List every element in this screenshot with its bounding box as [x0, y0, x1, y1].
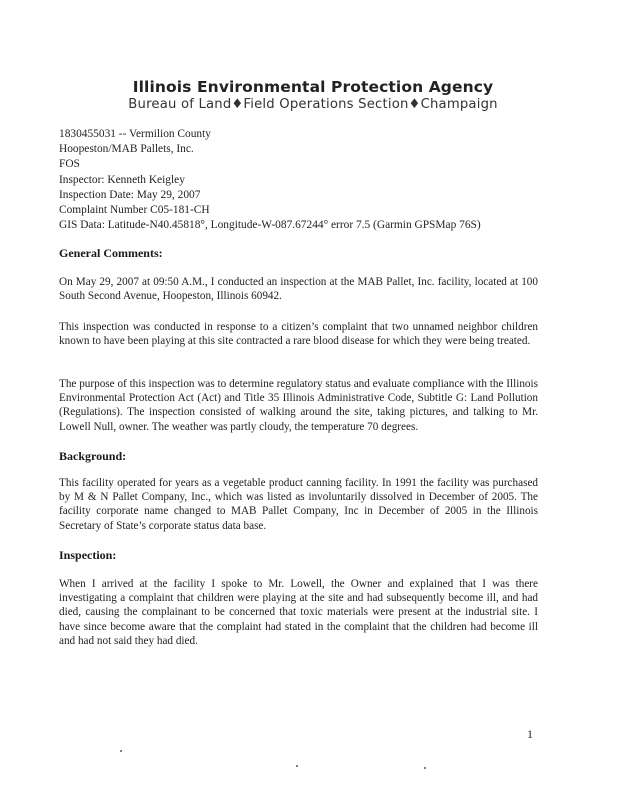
- inspector-line: Inspector: Kenneth Keigley: [59, 173, 185, 186]
- site-info-block: [59, 127, 559, 233]
- background-paragraph: This facility operated for years as a vegetable product canning facility. In 1991 the facility was purchased by M & N Pallet Company, Inc., which was listed as involuntarily dissolved in December of 2005. The facility corporate name changed to MAB Pallet Company, Inc in December of 2005 in the Illinois Secretary of State’s corporate status data base.: [59, 477, 538, 532]
- facility-name-line: Hoopeston/MAB Pallets, Inc.: [59, 143, 194, 156]
- scan-speck: [120, 750, 122, 752]
- scan-speck: [424, 767, 426, 769]
- general-comments-paragraph-2: This inspection was conducted in response to a citizen’s complaint that two unnamed neighbor children known to have been playing at this site contracted a rare blood disease for which they were being treated.: [59, 321, 538, 348]
- site-id-line: 1830455031 -- Vermilion County: [59, 128, 211, 140]
- agency-title: Illinois Environmental Protection Agency: [132, 78, 494, 96]
- inspection-date-line: Inspection Date: May 29, 2007: [59, 188, 201, 201]
- complaint-number-line: Complaint Number C05-181-CH: [59, 204, 210, 217]
- gis-data-line: GIS Data: Latitude-N40.45818°, Longitude-W-087.67244° error 7.5 (Garmin GPSMap 76S): [59, 219, 481, 232]
- general-comments-paragraph-3: The purpose of this inspection was to determine regulatory status and evaluate compliance with the Illinois Environmental Protection Act (Act) and Title 35 Illinois Administrative Code, Subtitle G: Land Pollution (Regulations). The inspection consisted of walking around the site, taking pictures, and talking to Mr. Lowell Null, owner. The weather was partly cloudy, the temperature 70 degrees.: [59, 378, 538, 433]
- inspection-paragraph: When I arrived at the facility I spoke to Mr. Lowell, the Owner and explained that I was there investigating a complaint that children were playing at the site and had subsequently become ill, and had died, causing the complainant to be concerned that toxic materials were present at the industrial site. I have since become aware that the complaint had stated in the complaint that the children had become ill and had not said they had died.: [59, 578, 538, 647]
- general-comments-paragraph-1: On May 29, 2007 at 09:50 A.M., I conducted an inspection at the MAB Pallet, Inc. facility, located at 100 South Second Avenue, Hoopeston, Illinois 60942.: [59, 276, 538, 303]
- bureau-subtitle: Bureau of Land♦Field Operations Section♦Champaign: [128, 97, 498, 112]
- section-code-line: FOS: [59, 158, 80, 171]
- inspection-heading: Inspection:: [59, 548, 117, 562]
- general-comments-heading: General Comments:: [59, 246, 163, 260]
- page-number: 1: [527, 727, 533, 741]
- scan-speck: [296, 765, 298, 767]
- background-heading: Background:: [59, 449, 127, 463]
